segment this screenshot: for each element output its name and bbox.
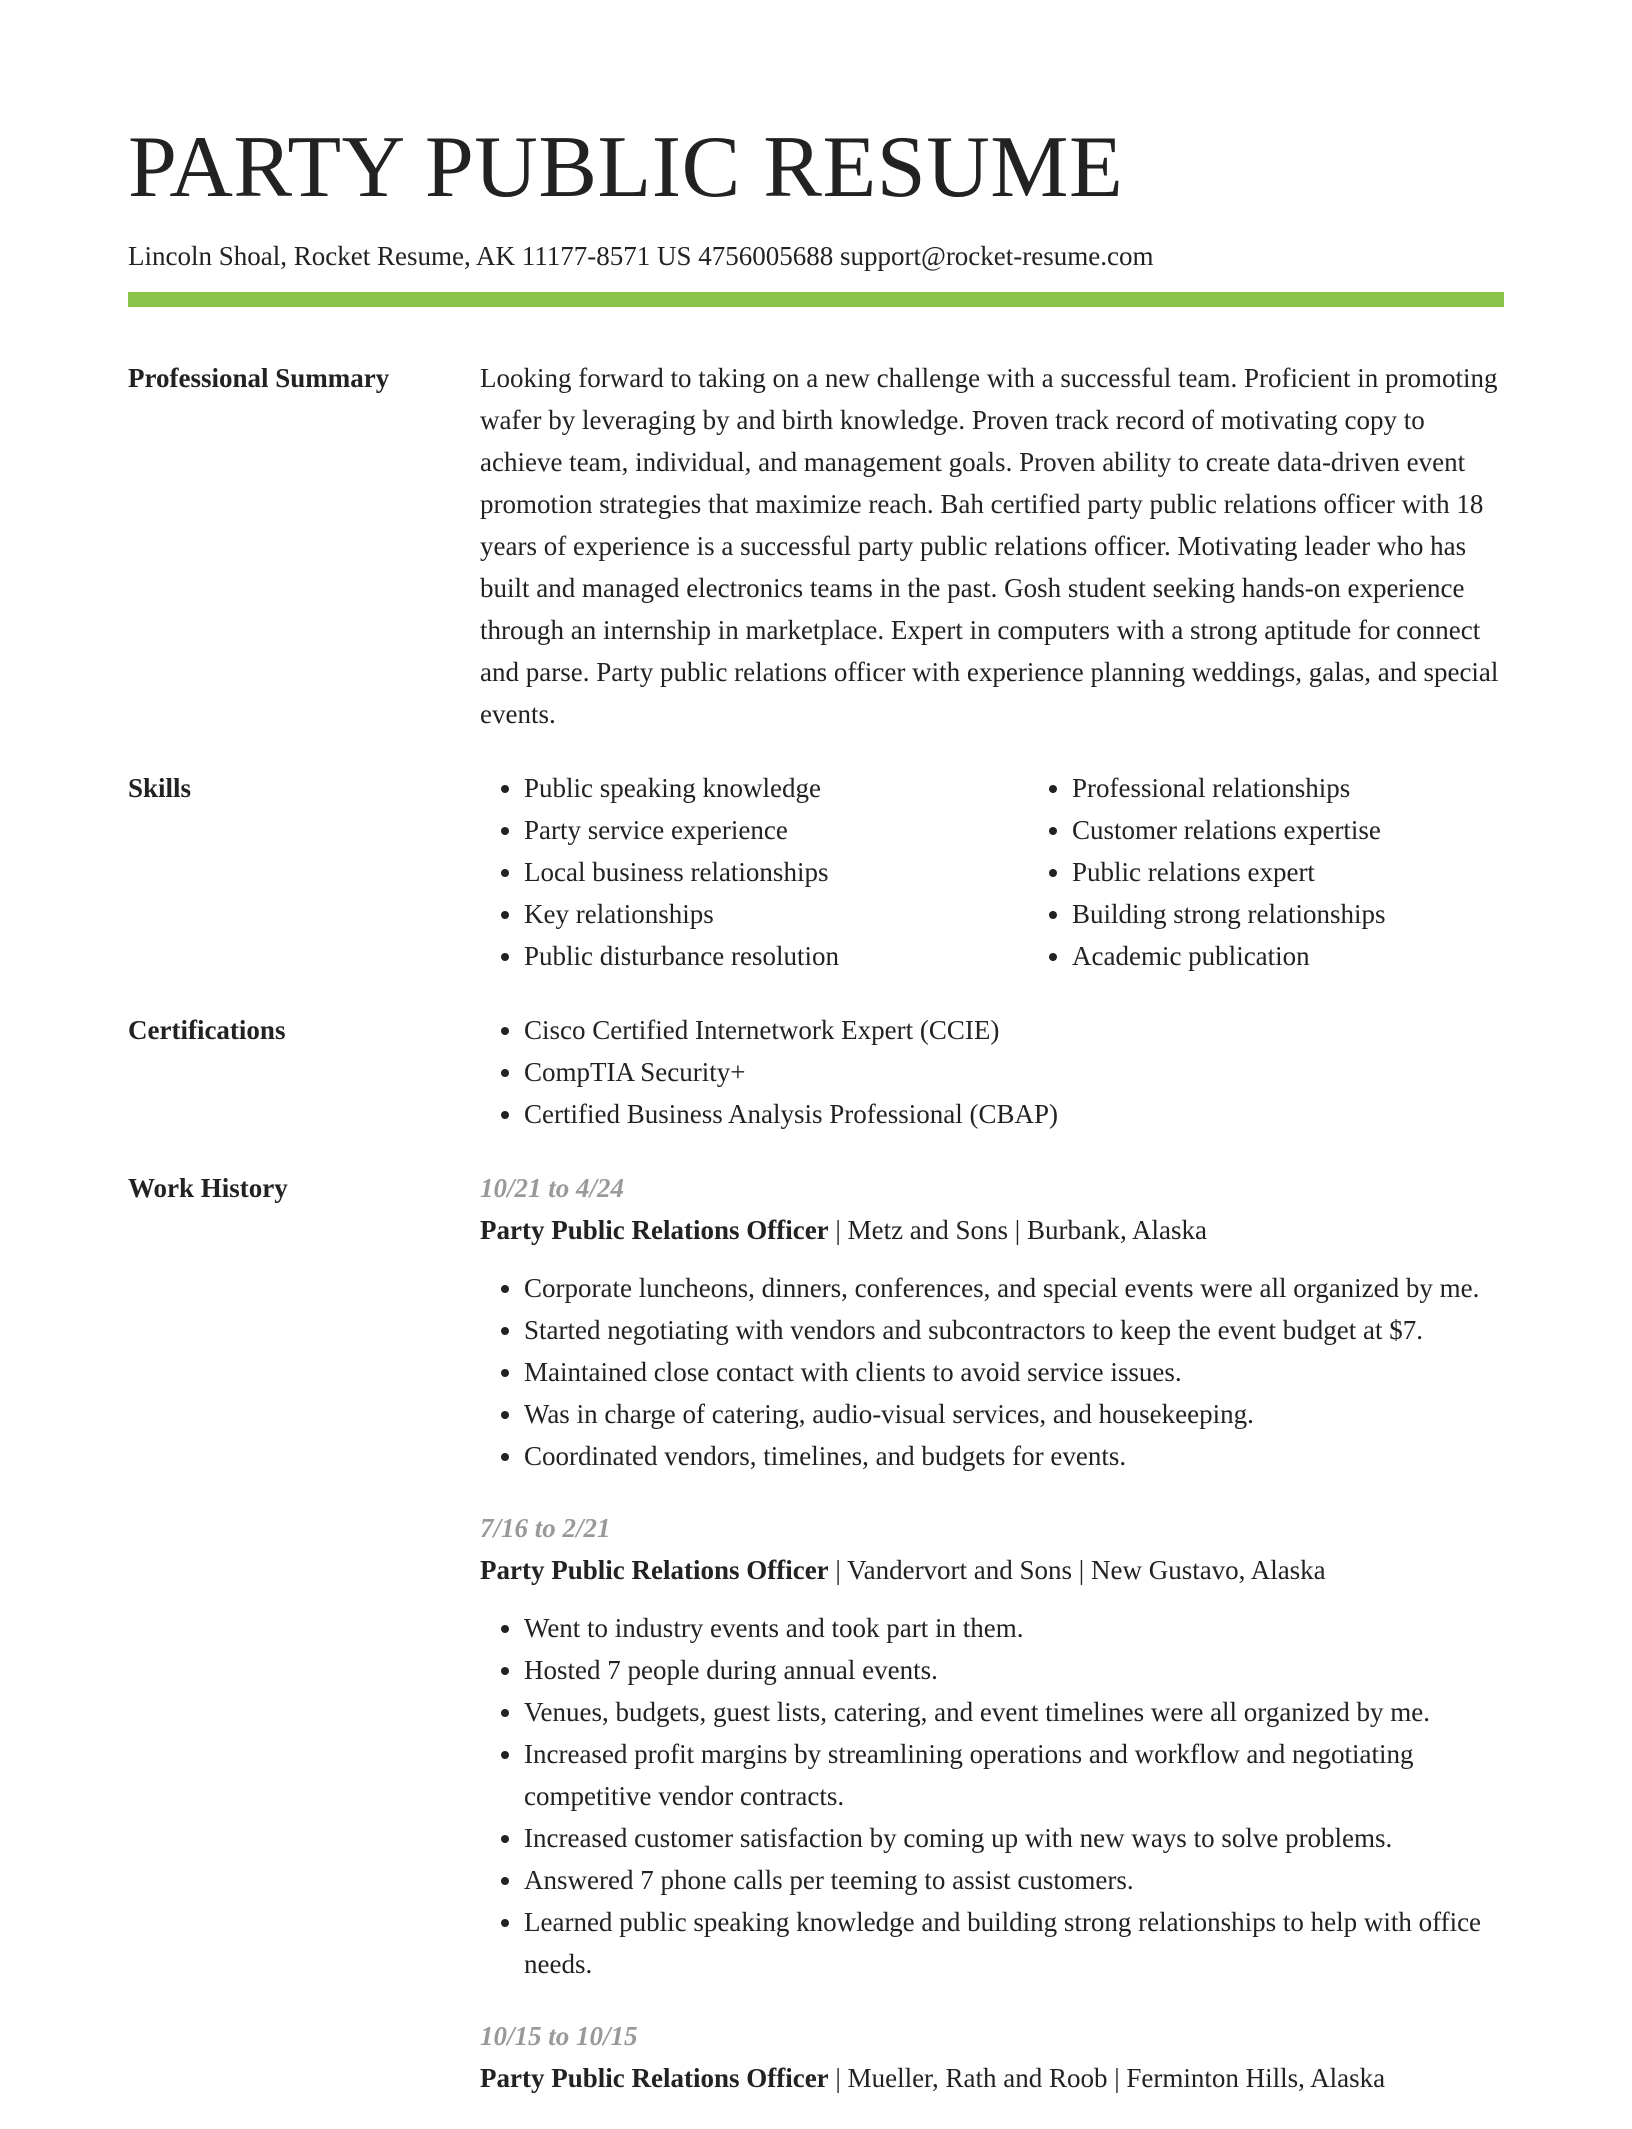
skill-item: • Public relations expert: [1072, 851, 1576, 893]
skill-item: • Customer relations expertise: [1072, 809, 1576, 851]
skill-item: • Public speaking knowledge: [524, 767, 1028, 809]
certifications-list: [480, 1009, 1504, 1135]
job-bullet: • Answered 7 phone calls per teeming to assist customers.: [524, 1859, 1504, 1901]
certification-item: • CompTIA Security+: [524, 1051, 1504, 1093]
job-bullet: • Corporate luncheons, dinners, conferences, and special events were all organized by me.: [524, 1267, 1504, 1309]
job-dates: 10/15 to 10/15: [480, 2021, 638, 2051]
section-label-summary: Professional Summary: [128, 363, 390, 393]
job-title-line: [480, 1549, 1504, 1591]
section-label-certifications: Certifications: [128, 1015, 286, 1045]
job-bullet: • Increased customer satisfaction by coming up with new ways to solve problems.: [524, 1817, 1504, 1859]
skill-item: • Key relationships: [524, 893, 1028, 935]
job-details: | Metz and Sons | Burbank, Alaska: [828, 1215, 1207, 1245]
skills-grid: [480, 767, 1576, 977]
job-bullet: • Learned public speaking knowledge and building strong relationships to help with office needs.: [524, 1901, 1504, 1985]
skill-item: • Local business relationships: [524, 851, 1028, 893]
job-dates: 7/16 to 2/21: [480, 1513, 611, 1543]
job-bullets: [480, 1607, 1504, 1985]
skill-item: • Public disturbance resolution: [524, 935, 1028, 977]
certification-item: • Cisco Certified Internetwork Expert (CCIE): [524, 1009, 1504, 1051]
accent-divider: [128, 292, 1504, 307]
job-bullet: • Coordinated vendors, timelines, and budgets for events.: [524, 1435, 1504, 1477]
skills-column-1: [480, 767, 1028, 977]
job-title: Party Public Relations Officer: [480, 2063, 829, 2093]
skill-item: • Professional relationships: [1072, 767, 1576, 809]
job-bullet: • Was in charge of catering, audio-visual services, and housekeeping.: [524, 1393, 1504, 1435]
job-bullet: • Increased profit margins by streamlining operations and workflow and negotiating competitive vendor contracts.: [524, 1733, 1504, 1817]
skill-item: • Academic publication: [1072, 935, 1576, 977]
section-label-skills: Skills: [128, 773, 192, 803]
job-entry: [480, 1507, 1504, 1985]
contact-line: Lincoln Shoal, Rocket Resume, AK 11177-8571 US 4756005688 support@rocket-resume.com: [128, 241, 1154, 271]
job-details: | Mueller, Rath and Roob | Ferminton Hills, Alaska: [828, 2063, 1386, 2093]
job-title: Party Public Relations Officer: [480, 1555, 829, 1585]
resume-name-heading: PARTY PUBLIC RESUME: [128, 119, 1124, 216]
job-title-line: [480, 1209, 1504, 1251]
section-label-work-history: Work History: [128, 1173, 288, 1203]
skill-item: • Building strong relationships: [1072, 893, 1576, 935]
certifications-section: [128, 1009, 1504, 1135]
job-details: | Vandervort and Sons | New Gustavo, Alaska: [828, 1555, 1326, 1585]
job-title-line: [480, 2057, 1504, 2099]
job-entry: [480, 2015, 1504, 2099]
skill-item: • Party service experience: [524, 809, 1028, 851]
resume-page: [128, 0, 1504, 2129]
job-title: Party Public Relations Officer: [480, 1215, 829, 1245]
certifications-body: [480, 1009, 1504, 1135]
job-bullet: • Hosted 7 people during annual events.: [524, 1649, 1504, 1691]
summary-text: Looking forward to taking on a new challenge with a successful team. Proficient in promoting wafer by leveraging by and birth knowledge. Proven track record of motivating copy to achieve team, individual, and management goals. Proven ability to create data-driven event promotion strategies that maximize reach. Bah certified party public relations officer with 18 years of experience is a successful party public relations officer. Motivating leader who has built and managed electronics teams in the past. Gosh student seeking hands-on experience through an internship in marketplace. Expert in computers with a strong aptitude for connect and parse. Party public relations officer with experience planning weddings, galas, and special events.: [480, 363, 1499, 729]
job-bullets: [480, 1267, 1504, 1477]
job-bullet: • Went to industry events and took part in them.: [524, 1607, 1504, 1649]
skills-section: [128, 767, 1504, 977]
certification-item: • Certified Business Analysis Professional (CBAP): [524, 1093, 1504, 1135]
work-history-body: [480, 1167, 1504, 2129]
skills-column-2: [1028, 767, 1576, 977]
work-history-section: [128, 1167, 1504, 2129]
job-entry: [480, 1167, 1504, 1477]
job-bullet: • Venues, budgets, guest lists, catering, and event timelines were all organized by me.: [524, 1691, 1504, 1733]
professional-summary-section: [128, 357, 1504, 735]
job-bullet: • Started negotiating with vendors and subcontractors to keep the event budget at $7.: [524, 1309, 1504, 1351]
job-dates: 10/21 to 4/24: [480, 1173, 625, 1203]
job-bullet: • Maintained close contact with clients to avoid service issues.: [524, 1351, 1504, 1393]
